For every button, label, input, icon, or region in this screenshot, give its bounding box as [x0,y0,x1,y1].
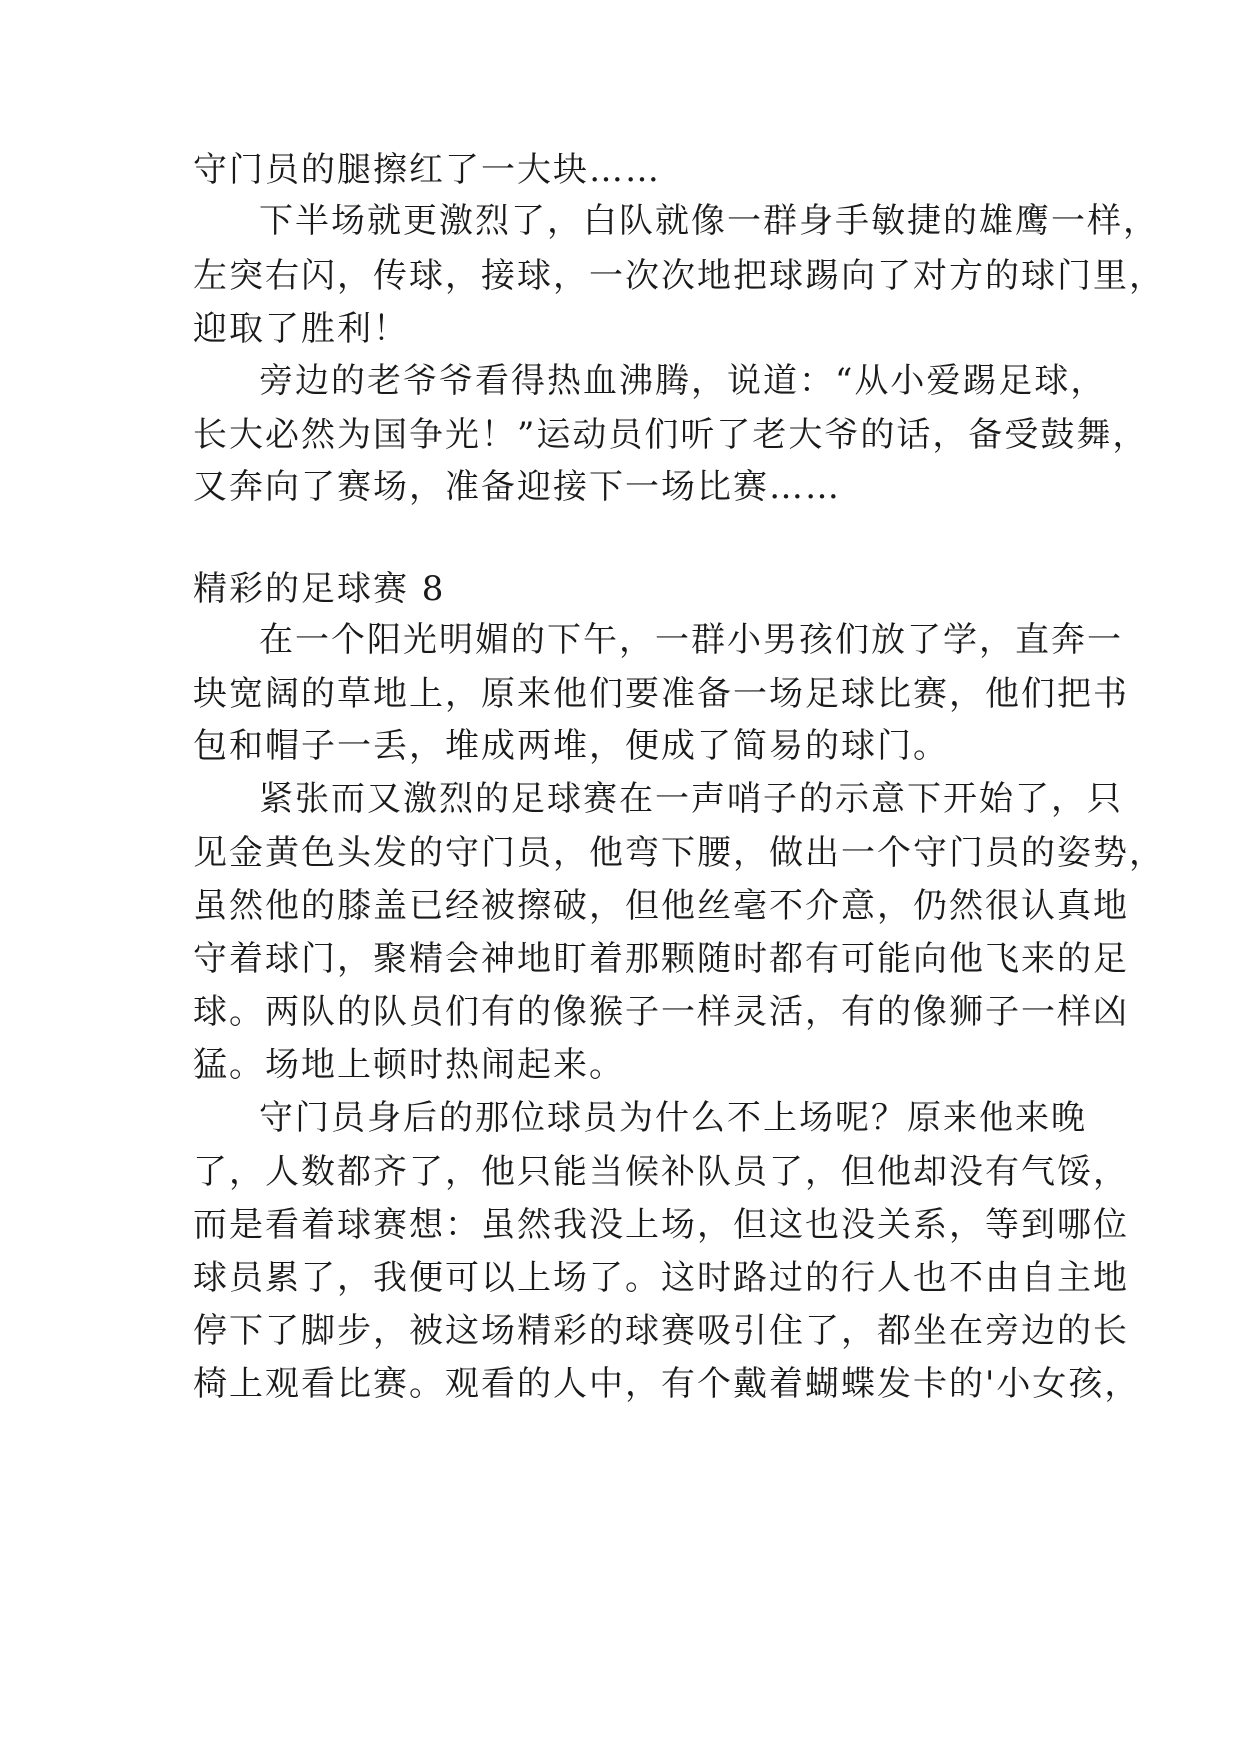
text-line: 见金黄色头发的守门员，他弯下腰，做出一个守门员的姿势， [193,833,1165,873]
text-line: 而是看着球赛想：虽然我没上场，但这也没关系，等到哪位 [193,1205,1129,1245]
paragraph-first-line: 旁边的老爷爷看得热血沸腾，说道：“从小爱踢足球， [259,361,1107,401]
text-line: 停下了脚步，被这场精彩的球赛吸引住了，都坐在旁边的长 [193,1311,1129,1351]
text-line: 球员累了，我便可以上场了。这时路过的行人也不由自主地 [193,1258,1129,1298]
text-line: 了，人数都齐了，他只能当候补队员了，但他却没有气馁， [193,1152,1129,1192]
text-line: 左突右闪，传球，接球，一次次地把球踢向了对方的球门里， [193,256,1165,296]
text-line: 虽然他的膝盖已经被擦破，但他丝毫不介意，仍然很认真地 [193,886,1129,926]
text-line: 又奔向了赛场，准备迎接下一场比赛…… [193,467,841,507]
text-line: 块宽阔的草地上，原来他们要准备一场足球比赛，他们把书 [193,674,1129,714]
text-line: 迎取了胜利！ [193,309,409,349]
paragraph-first-line: 下半场就更激烈了，白队就像一群身手敏捷的雄鹰一样， [259,201,1159,241]
text-line: 猛。场地上顿时热闹起来。 [193,1045,625,1085]
text-line: 包和帽子一丢，堆成两堆，便成了简易的球门。 [193,726,949,766]
text-line: 守门员的腿擦红了一大块…… [193,150,661,190]
text-line: 球。两队的队员们有的像猴子一样灵活，有的像狮子一样凶 [193,992,1129,1032]
text-line: 守着球门，聚精会神地盯着那颗随时都有可能向他飞来的足 [193,939,1129,979]
paragraph-first-line: 在一个阳光明媚的下午，一群小男孩们放了学，直奔一 [259,620,1123,660]
paragraph-first-line: 紧张而又激烈的足球赛在一声哨子的示意下开始了，只 [259,779,1123,819]
text-line: 椅上观看比赛。观看的人中，有个戴着蝴蝶发卡的'小女孩， [193,1364,1141,1404]
paragraph-first-line: 守门员身后的那位球员为什么不上场呢？原来他来晚 [259,1098,1087,1138]
section-title: 精彩的足球赛 8 [193,569,446,609]
text-line: 长大必然为国争光！”运动员们听了老大爷的话，备受鼓舞， [193,415,1149,455]
